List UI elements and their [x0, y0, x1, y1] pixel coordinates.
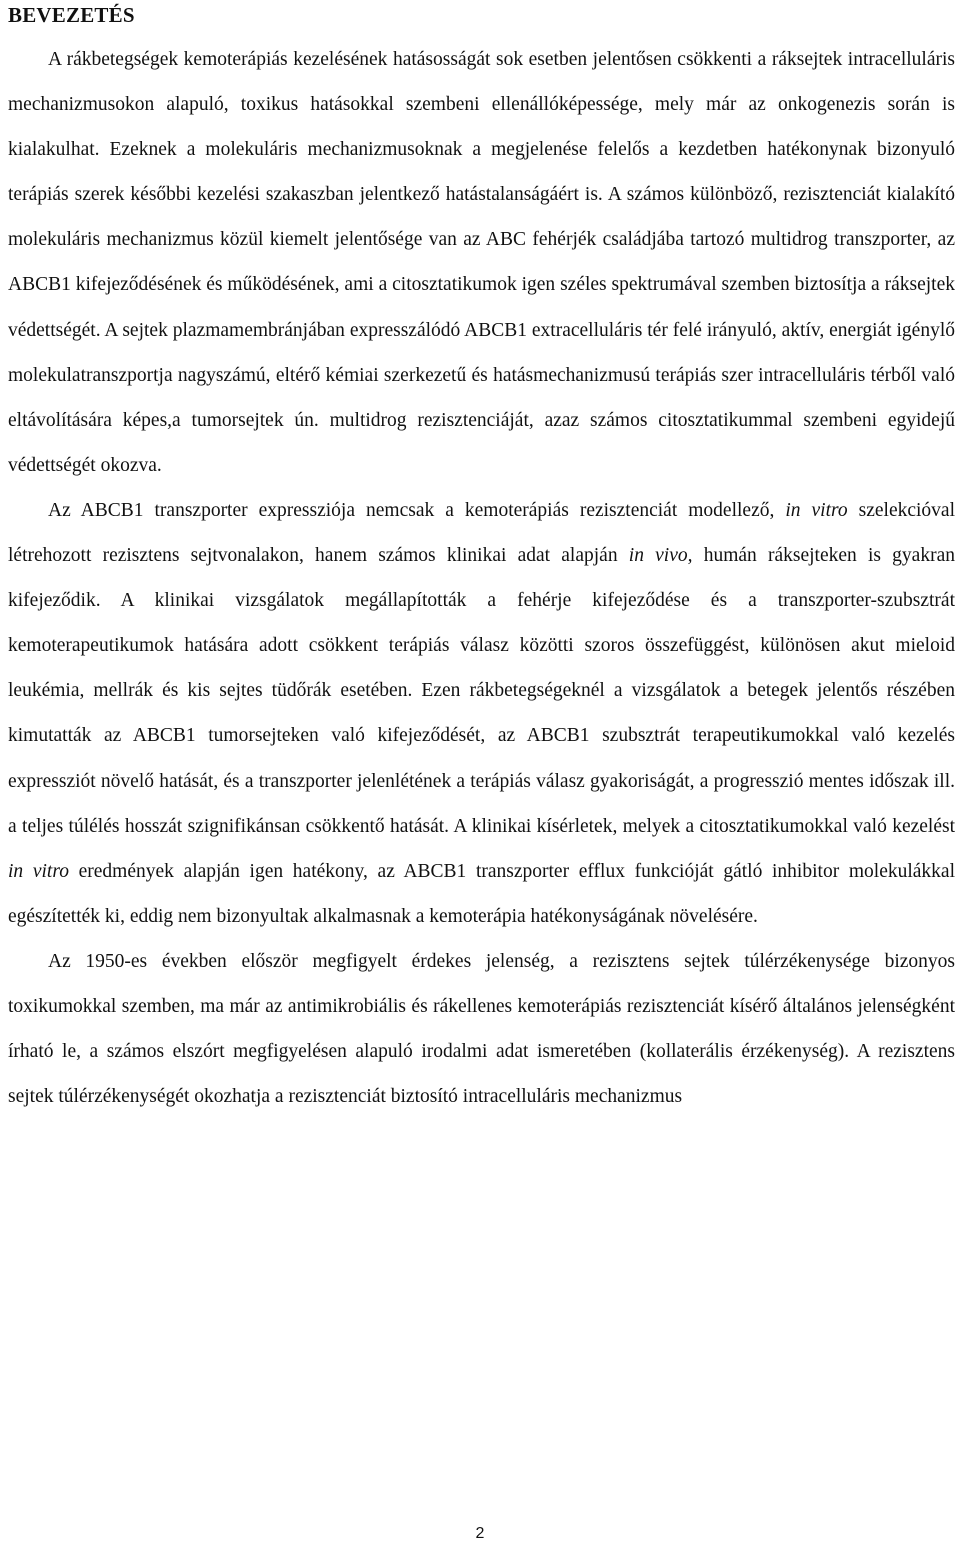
- paragraph-2-italic-in-vivo: in vivo,: [628, 545, 693, 567]
- paragraph-2-italic-in-vitro: in vitro: [8, 860, 69, 882]
- paragraph-3-text: Az 1950-es években először megfigyelt érdekes jelenség, a rezisztens sejtek túlérzékenysége bizonyos toxikumokkal szemben, ma már az antimikrobiális és rákellenes kemoterápiás rezisztenciát kísérő általános jelenségként írható le, a számos elszórt megfigyelésen alapuló irodalmi adat ismeretében (kollaterális érzékenység). A rezisztens sejtek túlérzékenységét okozhatja a rezisztenciát biztosító intracelluláris mechanizmus: [8, 950, 955, 1108]
- paragraph-2-text: humán ráksejteken is gyakran kifejeződik. A klinikai vizsgálatok megállapították a fehérje kifejeződése és a transzporter-szubsztrát kemoterapeutikumok hatására adott csökkent terápiás válasz közötti szoros összefüggést, különösen akut mieloid leukémia, mellrák és kis sejtes tüdőrák esetében. Ezen rákbetegségeknél a vizsgálatok a betegek jelentős részében kimutatták az ABCB1 tumorsejteken való kifejeződését, az ABCB1 szubsztrát terapeutikumokkal való kezelés expressziót növelő hatását, és a transzporter jelenlétének a terápiás válasz gyakoriságát, a progresszió mentes időszak ill. a teljes túlélés hosszát szignifikánsan csökkentő hatását. A klinikai kísérletek, melyek a citosztatikumokkal való kezelést: [8, 545, 955, 837]
- paragraph-2-text: eredmények alapján igen hatékony, az ABCB1 transzporter efflux funkcióját gátló inhibitor molekulákkal egészítették ki, eddig nem bizonyultak alkalmasnak a kemoterápia hatékonyságának növelésére.: [8, 860, 955, 927]
- body-text: [8, 37, 955, 1119]
- paragraph-2-text: Az ABCB1 transzporter expressziója nemcsak a kemoterápiás rezisztenciát modellező,: [48, 499, 786, 521]
- paragraph-2-italic-in-vitro: in vitro: [785, 499, 848, 521]
- paragraph-2: [8, 488, 955, 939]
- section-heading: BEVEZETÉS: [8, 3, 135, 27]
- page-number: 2: [475, 1525, 485, 1542]
- paragraph-3: [8, 939, 955, 1119]
- paragraph-2-text: szelekcióval létrehozott rezisztens sejtvonalakon, hanem számos klinikai adat alapján: [8, 499, 955, 567]
- paragraph-1-text: A rákbetegségek kemoterápiás kezelésének hatásosságát sok esetben jelentősen csökkenti a ráksejtek intracelluláris mechanizmusokon alapuló, toxikus hatásokkal szembeni ellenállóképessége, mely már az onkogenezis során is kialakulhat. Ezeknek a molekuláris mechanizmusoknak a megjelenése felelős a kezdetben hatékonynak bizonyuló terápiás szerek későbbi kezelési szakaszban jelentkező hatástalanságáért is. A számos különböző, rezisztenciát kialakító molekuláris mechanizmus közül kiemelt jelentősége van az ABC fehérjék családjába tartozó multidrog transzporter, az ABCB1 kifejeződésének és működésének, ami a citosztatikumok igen széles spektrumával szemben biztosítja a ráksejtek védettségét. A sejtek plazmamembránjában expresszálódó ABCB1 extracelluláris tér felé irányuló, aktív, energiát igénylő molekulatranszportja nagyszámú, eltérő kémiai szerkezetű és hatásmechanizmusú terápiás szer intracelluláris térből való eltávolítására képes,a tumorsejtek ún. multidrog rezisztenciáját, azaz számos citosztatikummal szembeni egyidejű védettségét okozva.: [8, 49, 955, 476]
- paragraph-1: [8, 37, 955, 488]
